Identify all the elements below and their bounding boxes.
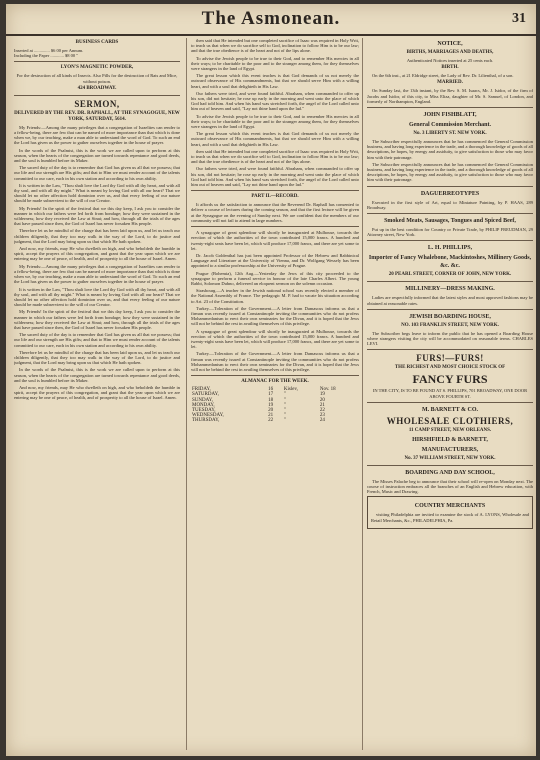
almanac-hebrew-date: 20 <box>268 407 274 413</box>
lyons-heading: LYON'S MAGNETIC POWDER, <box>60 65 134 71</box>
news-item: Prague (Bohemia), 12th Aug.—Yesterday the Jews of this city proceeded to the synagogue to perform a funeral service in honour of the late Charles Albert. The young Rabbi, Solomon Dubno, delivered an eloquent sermon on the solemn occasion. <box>191 270 359 286</box>
divider <box>191 226 359 227</box>
divider <box>367 281 533 282</box>
country-merchants-heading: COUNTRY MERCHANTS <box>414 503 486 510</box>
daguerreotypes-text: Executed in the first style of Art, equal to Miniature Painting, by P. HAAS, 289 Broadway. <box>367 199 533 210</box>
news-item: A synagogue of great splendour will shortly be inaugurated at Mulhouse, towards the erection of which the authorities of the town contributed 15,000 francs. A hundred and twenty-eight seats have been let, which will produce 17,000 francs, and there are yet some to let. <box>191 328 359 350</box>
married-heading: MARRIED. <box>437 80 463 86</box>
divider <box>367 309 533 310</box>
fishblatt-address: No. 3 LIBERTY ST. NEW YORK. <box>413 131 487 137</box>
divider <box>367 349 533 350</box>
news-item: A synagogue of great splendour will shortly be inaugurated at Mulhouse, towards the erection of which the authorities of the town contributed 15,000 francs. A hundred and twenty-eight seats have been let, which will produce 17,000 francs, and there are yet some to let. <box>191 230 359 251</box>
hirshfield-name: HIRSHFIELD & BARNETT, <box>412 436 488 443</box>
almanac-hebrew-date: 21 <box>268 413 274 419</box>
column-right <box>362 38 533 750</box>
paragraph: It is written in the Law, "Thou shalt love the Lord thy God with all thy heart, and with all thy soul, and with all thy might." What is meant by loving God with all our heart? That we should let no other affection hold dominion over us, and that every feeling of our nature should be made subservient to the will of our Creator. <box>14 286 180 308</box>
paragraph: The sacred duty of the day is to remember that God has given us all that we possess; that our life and our strength are His gifts; and that to Him we must render account of the talents committed to our care, each in his own station and according to his own ability. <box>14 165 180 181</box>
boarding-text: The Subscriber begs leave to inform the public that he has opened a Boarding House where strangers visiting the city will be accommodated on reasonable terms. CHARLES LEVI. <box>367 330 533 347</box>
paragraph: My Friends! In the spirit of the festival that we this day keep, I ask you to consider the manner in which our fathers were led forth from bondage; how they were sustained in the wilderness; how they received the Law at Sinai; and how, through all the trials of the ages that have passed since then, the God of Israel has never forsaken His people. <box>14 309 180 330</box>
paragraph: Our fathers were tried, and were found faithful. Abraham, when commanded to offer up his son, did not hesitate; he rose up early in the morning and went unto the place of which God had told him. And when his hand was stretched forth, the angel of the Lord called unto him out of heaven and said, "Lay not thine hand upon the lad." <box>191 90 359 112</box>
news-item: Strasbourg.—A teacher in the Jewish national school was recently elected a member of the National Assembly of France. The pedagogic M. P. had to vacate his situation according to Art. 23 of the Constitution. <box>191 288 359 304</box>
lyons-text: For the destruction of all kinds of Insects. Also Pills for the destruction of Rats and Mice, without poison. <box>16 73 178 84</box>
almanac-day: SUNDAY, <box>192 397 213 403</box>
paragraph: It affords us the satisfaction to announce that the Reverend Dr. Raphall has consented to deliver a course of lectures during the coming season, and that the first lecture will be given at the Synagogue on the evening of Sunday next. We are confident that the members of our community will not fail to attend in large numbers. <box>191 202 359 223</box>
masthead <box>6 8 536 36</box>
almanac-month: " <box>283 402 286 408</box>
country-merchants-text: visiting Philadelphia are invited to examine the stock of A. LYONS, Wholesale and Retail Merchants, &c., PHILADELPHIA, Pa. <box>371 512 529 523</box>
sermon-body <box>14 125 180 401</box>
column-middle <box>186 38 359 750</box>
almanac-month: Kislev, <box>283 387 298 393</box>
card-rate-line: Including the Paper ............ $8 00 " <box>14 53 79 59</box>
news-item: Turkey.—Toleration of the Government.—A letter from Damascus informs us that a firman was recently issued at Constantinople inviting the communities who do not profess Mohammedanism to erect their own seminaries for the Divan, and it is hoped that the Jews will not be behind the rest in availing themselves of this privilege. <box>191 351 359 372</box>
almanac-month: " <box>283 392 286 398</box>
divider <box>191 375 359 376</box>
divider <box>14 61 180 62</box>
paragraph: Therefore let us be mindful of the charge that has been laid upon us, and let us teach our children diligently, that they too may walk in the way of the Lord, to do justice and judgment, that the Lord may bring upon us that which He hath spoken. <box>14 349 180 366</box>
almanac-day: THURSDAY, <box>192 418 220 424</box>
furs-subheading: THE RICHEST AND MOST CHOICE STOCK OF <box>394 365 506 371</box>
divider <box>367 213 533 214</box>
paragraph: then said that He intended but one completed sacrifice of Isaac was required in Holy Writ, to teach us that when we do sacrifice self to God, inclination to follow Him is to be our law; and that the true obedience is of the heart and not of the lips alone. <box>191 38 359 54</box>
daguerreotypes-heading: DAGUERREOTYPES <box>420 190 480 197</box>
almanac-civil-date: 22 <box>319 407 325 413</box>
fancy-furs-heading: FANCY FURS <box>412 372 488 387</box>
masthead-title: The Asmonean. <box>201 8 341 29</box>
fishblatt-text: The Subscriber respectfully announces that he has commenced the General Commission business, and having long experience in the trade, and a thorough knowledge of goods of all descriptions, he hopes, by energy and assiduity, to give satisfaction to those who may favor him with their patronage. <box>367 139 533 160</box>
school-text: The Misses Palache beg to announce that their school will re-open on Monday next. The course of instruction embraces all the branches of an English and Hebrew education, with French, Music and Drawing. <box>367 478 533 495</box>
paragraph: And now, my friends, may He who dwelleth on high, and who beholdeth the humble in spirit, accept the prayers of this congregation, and grant that the year upon which we are entering may be one of peace, of health, and of prosperity to all the house of Israel. Amen. <box>14 246 180 262</box>
divider <box>367 402 533 403</box>
column-left <box>14 38 180 750</box>
almanac-civil-date: 24 <box>319 418 325 424</box>
almanac-hebrew-date: 18 <box>268 397 274 403</box>
almanac-hebrew-date: 16 <box>268 387 274 393</box>
paragraph: My Friends:—Among the many privileges that a congregation of Israelites can render to a fellow-being, there are few that can be named of more importance than that which is done when we, by our teaching, make a man able to understand the word of God. To such an end the Lord has given us the power to gather ourselves together in the house of prayer. <box>14 124 180 146</box>
news-item: Turkey.—Toleration of the Government.—A letter from Damascus informs us that a firman was recently issued at Constantinople inviting the communities who do not profess Mohammedanism to erect their own seminaries for the Divan, and it is hoped that the Jews will not be behind the rest in availing themselves of this privilege. <box>191 305 359 327</box>
almanac-month: " <box>283 413 286 419</box>
almanac-heading: ALMANAC FOR THE WEEK. <box>241 379 309 385</box>
divider <box>367 186 533 187</box>
almanac-civil-date: 21 <box>319 402 325 408</box>
millinery-text: Ladies are respectfully informed that the latest styles and most approved fashions may be obtained at reasonable rates. <box>367 295 533 306</box>
business-cards-heading: BUSINESS CARDS <box>75 40 119 45</box>
furs-heading: FURS!—FURS! <box>416 353 484 364</box>
part2-heading: PART II.—RECORD. <box>251 194 299 200</box>
paragraph: then said that He intended but one completed sacrifice of Isaac was required in Holy Writ, to teach us that when we do sacrifice self to God, inclination to follow Him is to be our law; and that the true obedience is of the heart and not of the lips alone. <box>191 148 359 165</box>
almanac-day: TUESDAY, <box>192 407 216 413</box>
almanac-civil-date: 19 <box>319 392 325 398</box>
almanac-month: " <box>283 397 286 403</box>
almanac-day: WEDNESDAY, <box>192 413 224 419</box>
almanac-month: " <box>283 418 286 424</box>
boarding-address: NO. 103 FRANKLIN STREET, NEW YORK. <box>401 322 499 328</box>
barnett-name: M. BARNETT & CO. <box>421 406 479 413</box>
almanac-civil-date: 20 <box>319 397 325 403</box>
lyons-address: 424 BROADWAY. <box>77 85 117 91</box>
page-number: 31 <box>512 11 526 26</box>
table-row <box>191 418 359 423</box>
phillips-name: L. H. PHILLIPS, <box>427 245 473 252</box>
almanac-hebrew-date: 22 <box>268 418 274 424</box>
smoked-meats-heading: Smoked Meats, Sausages, Tongues and Spiced Beef, <box>384 218 516 225</box>
sermon-heading: SERMON, <box>74 98 120 109</box>
almanac-day: FRIDAY, <box>192 387 211 393</box>
married-text: On Sunday last, the 13th instant, by the Rev. S. M. Isaacs, Mr. J. Isidor, of the firm of Jacobs and Isidor, of this city, to Miss Eliza, daughter of Mr. S. Samuel, of London, and formerly of Northampton, England. <box>367 88 533 104</box>
school-heading: BOARDING AND DAY SCHOOL, <box>405 469 495 476</box>
phillips-address: 20 PEARL STREET, CORNER OF JOHN, NEW YORK. <box>388 272 512 278</box>
sermon-subheading: DELIVERED BY THE REV. DR. RAPHALL, AT THE SYNAGOGUE, NEW YORK, SATURDAY, 5614. <box>14 110 180 122</box>
paragraph: In the words of the Psalmist, this is the work we are called upon to perform at this season, when the hearts of the congregation are turned towards repentance and good deeds, and the soul is humbled before its Maker. <box>14 147 180 164</box>
news-item: Dr. Jacob Goldenthal has just been appointed Professor of the Hebrew and Rabbinical Language and Literature at the University of Vienna, and Dr. Wolfgang Wessely has been appointed to a similar professorship at the University of Prague. <box>191 252 359 269</box>
divider <box>191 190 359 191</box>
paragraph: The sacred duty of the day is to remember that God has given us all that we possess; that our life and our strength are His gifts; and that to Him we must render account of the talents committed to our care, each in his own station and according to his own ability. <box>14 332 180 348</box>
phillips-title: Importer of Fancy Whalebone, Mackintoshes, Millinery Goods, &c. &c. <box>368 255 532 270</box>
divider <box>367 240 533 241</box>
barnett-address: 11 CAMP STREET, NEW ORLEANS. <box>408 427 492 433</box>
paragraph: In the words of the Psalmist, this is the work we are called upon to perform at this season, when the hearts of the congregation are turned towards repentance and good deeds, and the soul is humbled before its Maker. <box>14 367 180 383</box>
almanac-civil-date: Nov. 18 <box>319 387 336 393</box>
fishblatt-name: JOHN FISHBLATT, <box>423 112 477 119</box>
hirshfield-address: No. 37 WILLIAM STREET, NEW YORK. <box>404 455 496 461</box>
birth-heading: BIRTH. <box>441 65 459 71</box>
almanac-day: MONDAY, <box>192 402 215 408</box>
boarding-heading: JEWISH BOARDING HOUSE, <box>409 313 491 320</box>
almanac-hebrew-date: 19 <box>268 402 274 408</box>
paragraph: To advise the Jewish people to be true to their God, and to remember His mercies in all their ways; to be charitable to the poor and to the stranger among them, for they themselves were strangers in the land of Egypt. <box>191 55 359 72</box>
card-rate-line: Inserted at .............. $6 00 per Annum. <box>14 48 84 53</box>
newspaper-page <box>6 4 536 756</box>
country-merchants-box <box>367 496 533 528</box>
millinery-heading: MILLINERY—DRESS MAKING. <box>405 286 495 293</box>
notice-heading: NOTICE, <box>437 41 463 47</box>
almanac-hebrew-date: 17 <box>268 392 274 398</box>
smoked-meats-text: Put up in the best condition for Country or Private Trade, by PHILIP FREUDMAN, 29 Attorney street, New York. <box>367 227 533 238</box>
paragraph: Therefore let us be mindful of the charge that has been laid upon us, and let us teach our children diligently, that they too may walk in the way of the Lord, to do justice and judgment, that the Lord may bring upon us that which He hath spoken. <box>14 228 180 244</box>
fishblatt-title: General Commission Merchant. <box>408 122 492 129</box>
fishblatt-text: The Subscriber respectfully announces that he has commenced the General Commission business, and having long experience in the trade, and a thorough knowledge of goods of all descriptions, he hopes, by energy and assiduity, to give satisfaction to those who may favor him with their patronage. <box>367 161 533 183</box>
almanac-day: SATURDAY, <box>192 392 219 398</box>
paragraph: My Friends! In the spirit of the festival that we this day keep, I ask you to consider the manner in which our fathers were led forth from bondage; how they were sustained in the wilderness; how they received the Law at Sinai; and how, through all the trials of the ages that have passed since then, the God of Israel has never forsaken His people. <box>14 205 180 227</box>
paragraph: The great lesson which this event teaches is that God demands of us not merely the outward observance of His commandments, but that we should serve Him with a willing heart, and with a soul that delighteth in His Law. <box>191 131 359 147</box>
paragraph: It is written in the Law, "Thou shalt love the Lord thy God with all thy heart, and with all thy soul, and with all thy might." What is meant by loving God with all our heart? That we should let no other affection hold dominion over us, and that every feeling of our nature should be made subservient to the will of our Creator. <box>14 182 180 204</box>
notice-subheading: BIRTHS, MARRIAGES AND DEATHS, <box>406 50 494 55</box>
barnett-title: WHOLESALE CLOTHIERS, <box>386 415 514 426</box>
divider <box>367 107 533 108</box>
card-rates <box>14 48 180 58</box>
hirshfield-title: MANUFACTURERS, <box>421 446 479 453</box>
almanac-civil-date: 23 <box>319 413 325 419</box>
paragraph: My Friends:—Among the many privileges that a congregation of Israelites can render to a fellow-being, there are few that can be named of more importance than that which is done when we, by our teaching, make a man able to understand the word of God. To such an end the Lord has given us the power to gather ourselves together in the house of prayer. <box>14 263 180 285</box>
divider <box>367 465 533 466</box>
almanac-month: " <box>283 407 286 413</box>
paragraph: To advise the Jewish people to be true to their God, and to remember His mercies in all their ways; to be charitable to the poor and to the stranger among them, for they themselves were strangers in the land of Egypt. <box>191 113 359 130</box>
divider <box>14 95 180 96</box>
notice-text: Authenticated Notices inserted at 25 cents each. <box>406 58 494 63</box>
paragraph: Our fathers were tried, and were found faithful. Abraham, when commanded to offer up his son, did not hesitate; he rose up early in the morning and went unto the place of which God had told him. And when his hand was stretched forth, the angel of the Lord called unto him out of heaven and said, "Lay not thine hand upon the lad." <box>191 166 359 188</box>
paragraph: The great lesson which this event teaches is that God demands of us not merely the outward observance of His commandments, but that we should serve Him with a willing heart, and with a soul that delighteth in His Law. <box>191 73 359 89</box>
paragraph: And now, my friends, may He who dwelleth on high, and who beholdeth the humble in spirit, accept the prayers of this congregation, and grant that the year upon which we are entering may be one of peace, of health, and of prosperity to all the house of Israel. Amen. <box>14 384 180 401</box>
furs-text: IN THE CITY, IS TO BE FOUND AT S. PHILLIPS, 701 BROADWAY, ONE DOOR ABOVE FOURTH ST. <box>372 388 528 399</box>
almanac-table <box>191 387 359 423</box>
birth-text: On the 6th inst., at 21 Eldridge street, the Lady of Rev. Dr. Lilienthal, of a son. <box>372 73 514 79</box>
